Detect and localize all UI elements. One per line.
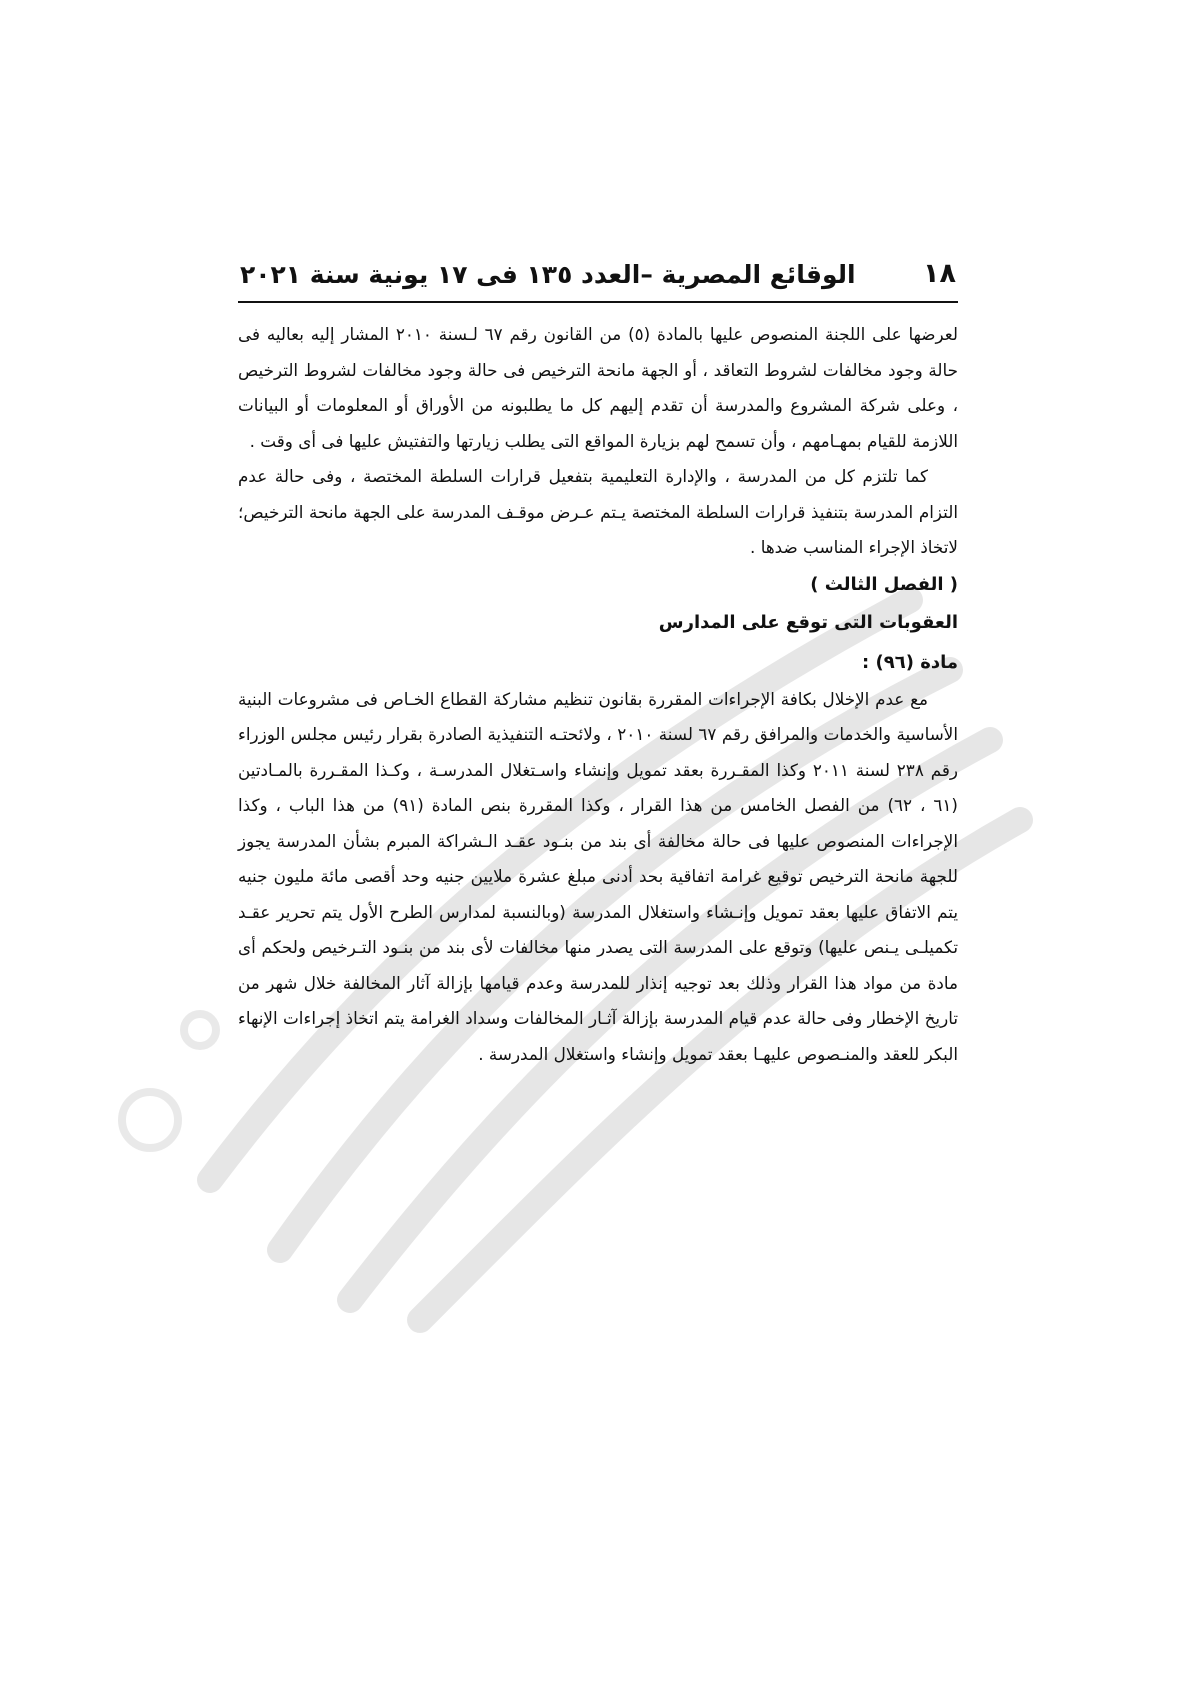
article-heading: مادة (٩٦) :: [862, 651, 958, 673]
paragraph-obligations: كما تلتزم كل من المدرسة ، والإدارة التعليمية بتفعيل قرارات السلطة المختصة ، وفى حالة عدم التزام المدرسة بتنفيذ قرارات السلطة المختصة يـتم عـرض موقـف المدرسة على الجهة مانحة الترخيص؛ لاتخاذ الإجراء المناسب ضدها .: [238, 466, 958, 557]
page-number: ١٨: [923, 258, 956, 289]
chapter-title: العقوبات التى توقع على المدارس: [658, 611, 958, 633]
paragraph-continuation: لعرضها على اللجنة المنصوص عليها بالمادة (٥) من القانون رقم ٦٧ لـسنة ٢٠١٠ المشار إليه بعاليه فى حالة وجود مخالفات لشروط التعاقد ، أو الجهة مانحة الترخيص فى حالة وجود مخالفات لشروط الترخيص ، وعلى شركة المشروع والمدرسة أن تقدم إليهم كل ما يطلبونه من الأوراق أو المعلومات أو البيانات اللازمة للقيام بمهـامهم ، وأن تسمح لهم بزيارة المواقع التى يطلب زيارتها والتفتيش عليها فى أى وقت .: [238, 324, 959, 451]
article-paragraph: مع عدم الإخلال بكافة الإجراءات المقررة بقانون تنظيم مشاركة القطاع الخـاص فى مشروعات البنية الأساسية والخدمات والمرافق رقم ٦٧ لسنة ٢٠١٠ ، ولائحتـه التنفيذية الصادرة بقرار رئيس مجلس الوزراء رقم ٢٣٨ لسنة ٢٠١١ وكذا المقـررة بعقد تمويل وإنشاء واسـتغلال المدرسـة ، وكـذا المقـررة بالمـادتين (٦١ ، ٦٢) من الفصل الخامس من هذا القرار ، وكذا المقررة بنص المادة (٩١) من هذا الباب ، وكذا الإجراءات المنصوص عليها فى حالة مخالفة أى بند من بنـود عقـد الـشراكة المبرم بشأن المدرسة يجوز للجهة مانحة الترخيص توقيع غرامة اتفاقية بحد أدنى مبلغ عشرة ملايين جنيه وحد أقصى مائة مليون جنيه يتم الاتفاق عليها بعقد تمويل وإنـشاء واستغلال المدرسة (وبالنسبة لمدارس الطرح الأول يتم تحرير عقـد تكميلـى يـنص عليها) وتوقع على المدرسة التى يصدر منها مخالفات لأى بند من بنـود التـرخيص ولحكم أى مادة من مواد هذا القرار وذلك بعد توجيه إنذار للمدرسة وعدم قيامها بإزالة آثار المخالفة خلال شهر من تاريخ الإخطار وفى حالة عدم قيام المدرسة بإزالة آثـار المخالفات وسداد الغرامة يتم اتخاذ إجراءات الإنهاء البكر للعقد والمنـصوص عليهـا بعقد تمويل وإنشاء واستغلال المدرسة .: [238, 688, 958, 1064]
publication-title: الوقائع المصرية –العدد ١٣٥ فى ١٧ يونية سنة ٢٠٢١: [240, 260, 856, 289]
chapter-heading: ( الفصل الثالث ): [810, 573, 958, 595]
gazette-page: [238, 258, 958, 1072]
document-body: [238, 317, 958, 1072]
page-header: [238, 258, 958, 303]
